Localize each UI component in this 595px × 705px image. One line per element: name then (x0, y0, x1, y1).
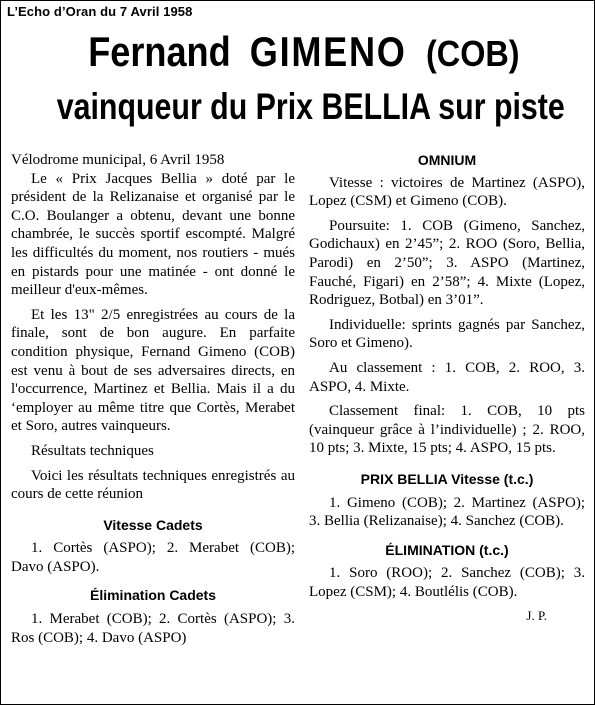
omnium-classement: Au classement : 1. COB, 2. ROO, 3. ASPO, 4. Mixte. (309, 359, 585, 395)
section-text-prix-bellia: 1. Gimeno (COB); 2. Martinez (ASPO); 3. Bellia (Relizanaise); 4. Sanchez (COB). (309, 494, 585, 530)
paragraph-results-heading: Résultats techniques (31, 442, 154, 459)
dateline: Vélodrome municipal, 6 Avril 1958 (11, 152, 225, 168)
omnium-individuelle: Individuelle: sprints gagnés par Sanchez, Soro et Gimeno). (309, 316, 585, 352)
section-text-vitesse-cadets: 1. Cortès (ASPO); 2. Merabet (COB); Davo (ASPO). (11, 540, 295, 575)
headline-first-name: Fernand (88, 28, 232, 75)
headline-line-1 (1, 27, 594, 79)
paragraph-results-intro: Voici les résultats techniques enregistrés au cours de cette réunion (11, 467, 295, 503)
section-text-elimination: 1. Soro (ROO); 2. Sanchez (COB); 3. Lopez (CSM); 4. Boutlélis (COB). (309, 565, 585, 600)
right-column (309, 151, 585, 626)
source-line: L’Echo d’Oran du 7 Avril 1958 (7, 4, 193, 19)
headline-line-2 (1, 85, 594, 129)
section-title-elimination: ÉLIMINATION (t.c.) (385, 541, 509, 558)
headline-club: (COB) (425, 33, 520, 74)
left-column (11, 151, 295, 647)
section-title-vitesse-cadets: Vitesse Cadets (103, 516, 203, 533)
section-title-omnium: OMNIUM (417, 152, 477, 168)
headline-surname: GIMENO (249, 28, 407, 75)
headline-subtitle: vainqueur du Prix BELLIA sur piste (56, 86, 565, 127)
omnium-poursuite: Poursuite: 1. COB (Gimeno, Sanchez, Godichaux) en 2’45”; 2. ROO (Soro, Bellia, Parodi) en 2’50”; 3. ASPO (Martinez, Fauché, Figari) en 2’58”; 4. Mixte (Lopez, Rodriguez, Botbal) en 3’01”. (309, 217, 585, 309)
omnium-vitesse: Vitesse : victoires de Martinez (ASPO), Lopez (CSM) et Gimeno (COB). (309, 174, 585, 210)
section-title-elimination-cadets: Élimination Cadets (89, 587, 217, 604)
omnium-classement-final: Classement final: 1. COB, 10 pts (vainqueur grâce à l’individuelle) ; 2. ROO, 10 pts; 3. Mixte, 15 pts; 4. ASPO, 15 pts. (309, 403, 585, 457)
signature: J. P. (526, 608, 547, 624)
section-title-prix-bellia: PRIX BELLIA Vitesse (t.c.) (360, 470, 534, 487)
paragraph-intro: Le « Prix Jacques Bellia » doté par le président de la Relizanaise et organisé par le C.O. Boulanger a obtenu, devant une bonne chambrée, le succès sportif escompté. Malgré les difficultés du moment, nos routiers - mués en pistards pour une matinée - ont donné le meilleur d'eux-mêmes. (11, 170, 295, 299)
paragraph-finale: Et les 13" 2/5 enregistrées au cours de la finale, sont de bon augure. En parfaite condition physique, Fernand Gimeno (COB) est venu à bout de ses adversaires directs, en l'occurrence, Martinez et Bellia. Mais il a du ‘employer au même titre que Cortès, Merabet et Soro, autres vainqueurs. (11, 306, 295, 435)
section-text-elimination-cadets: 1. Merabet (COB); 2. Cortès (ASPO); 3. Ros (COB); 4. Davo (ASPO) (11, 611, 295, 646)
